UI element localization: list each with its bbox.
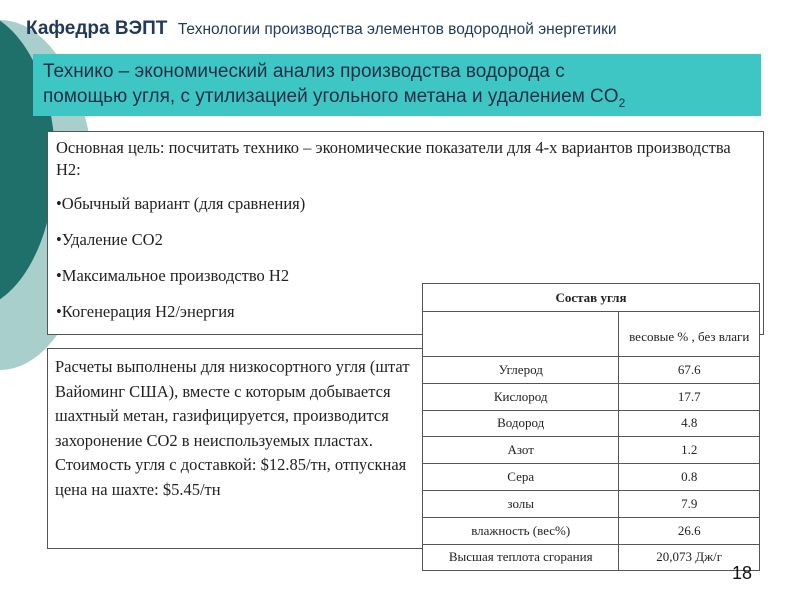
component-value: 26.6 [619, 517, 760, 544]
component-value: 4.8 [619, 410, 760, 437]
table-row [423, 410, 760, 437]
calc-description: Расчеты выполнены для низкосортного угля (штат Вайоминг США), вместе с которым добывается шахтный метан, газифицируется, производится захоронение CO2 в неиспользуемых пластах. [55, 357, 410, 450]
coal-cost: Стоимость угля с доставкой: $12.85/тн, отпускная цена на шахте: $5.45/тн [55, 455, 407, 499]
table-row [423, 357, 760, 384]
page-number: 18 [732, 563, 753, 583]
component-value: 0.8 [619, 464, 760, 491]
title-line-1: Технико – экономический анализ производства водорода с [43, 61, 565, 82]
component-name: Кислород [423, 383, 619, 410]
component-name: Азот [423, 437, 619, 464]
table-row [423, 383, 760, 410]
table-header-row [423, 312, 760, 357]
component-name: золы [423, 490, 619, 517]
slide-header [26, 18, 617, 40]
title-line-2 [43, 84, 751, 116]
goal-item: •Максимальное производство Н2 [56, 266, 290, 285]
title-line-2-main: помощью угля, с утилизацией угольного метана и удалением CO [43, 86, 619, 107]
component-value: 20,073 Дж/г [619, 544, 760, 571]
coal-composition-table [422, 283, 760, 571]
table-row [423, 464, 760, 491]
table-caption: Состав угля [423, 284, 760, 312]
table-row [423, 517, 760, 544]
goal-item: •Удаление CO2 [56, 230, 163, 249]
component-name: Углерод [423, 357, 619, 384]
component-value: 17.7 [619, 383, 760, 410]
table-row [423, 544, 760, 571]
table-unit: весовые % , без влаги [629, 328, 750, 344]
component-value: 7.9 [619, 490, 760, 517]
department-name: Кафедра ВЭПТ [26, 18, 168, 39]
component-name: Водород [423, 410, 619, 437]
table-row [423, 490, 760, 517]
calculation-notes [47, 348, 423, 549]
slide-title [33, 54, 761, 116]
component-value: 1.2 [619, 437, 760, 464]
table-header-empty [423, 312, 619, 357]
component-value: 67.6 [619, 357, 760, 384]
component-name: Высшая теплота сгорания [423, 544, 619, 571]
course-subtitle: Технологии производства элементов водородной энергетики [177, 21, 617, 38]
table-row [423, 437, 760, 464]
table-unit-cell [619, 312, 760, 357]
goal-item: •Когенерация Н2/энергия [56, 302, 235, 321]
title-subscript: 2 [618, 95, 626, 110]
goal-intro: Основная цель: посчитать технико – экономические показатели для 4-х вариантов производства Н2: [56, 138, 731, 179]
component-name: влажность (вес%) [423, 517, 619, 544]
component-name: Сера [423, 464, 619, 491]
goal-item: •Обычный вариант (для сравнения) [56, 194, 306, 213]
